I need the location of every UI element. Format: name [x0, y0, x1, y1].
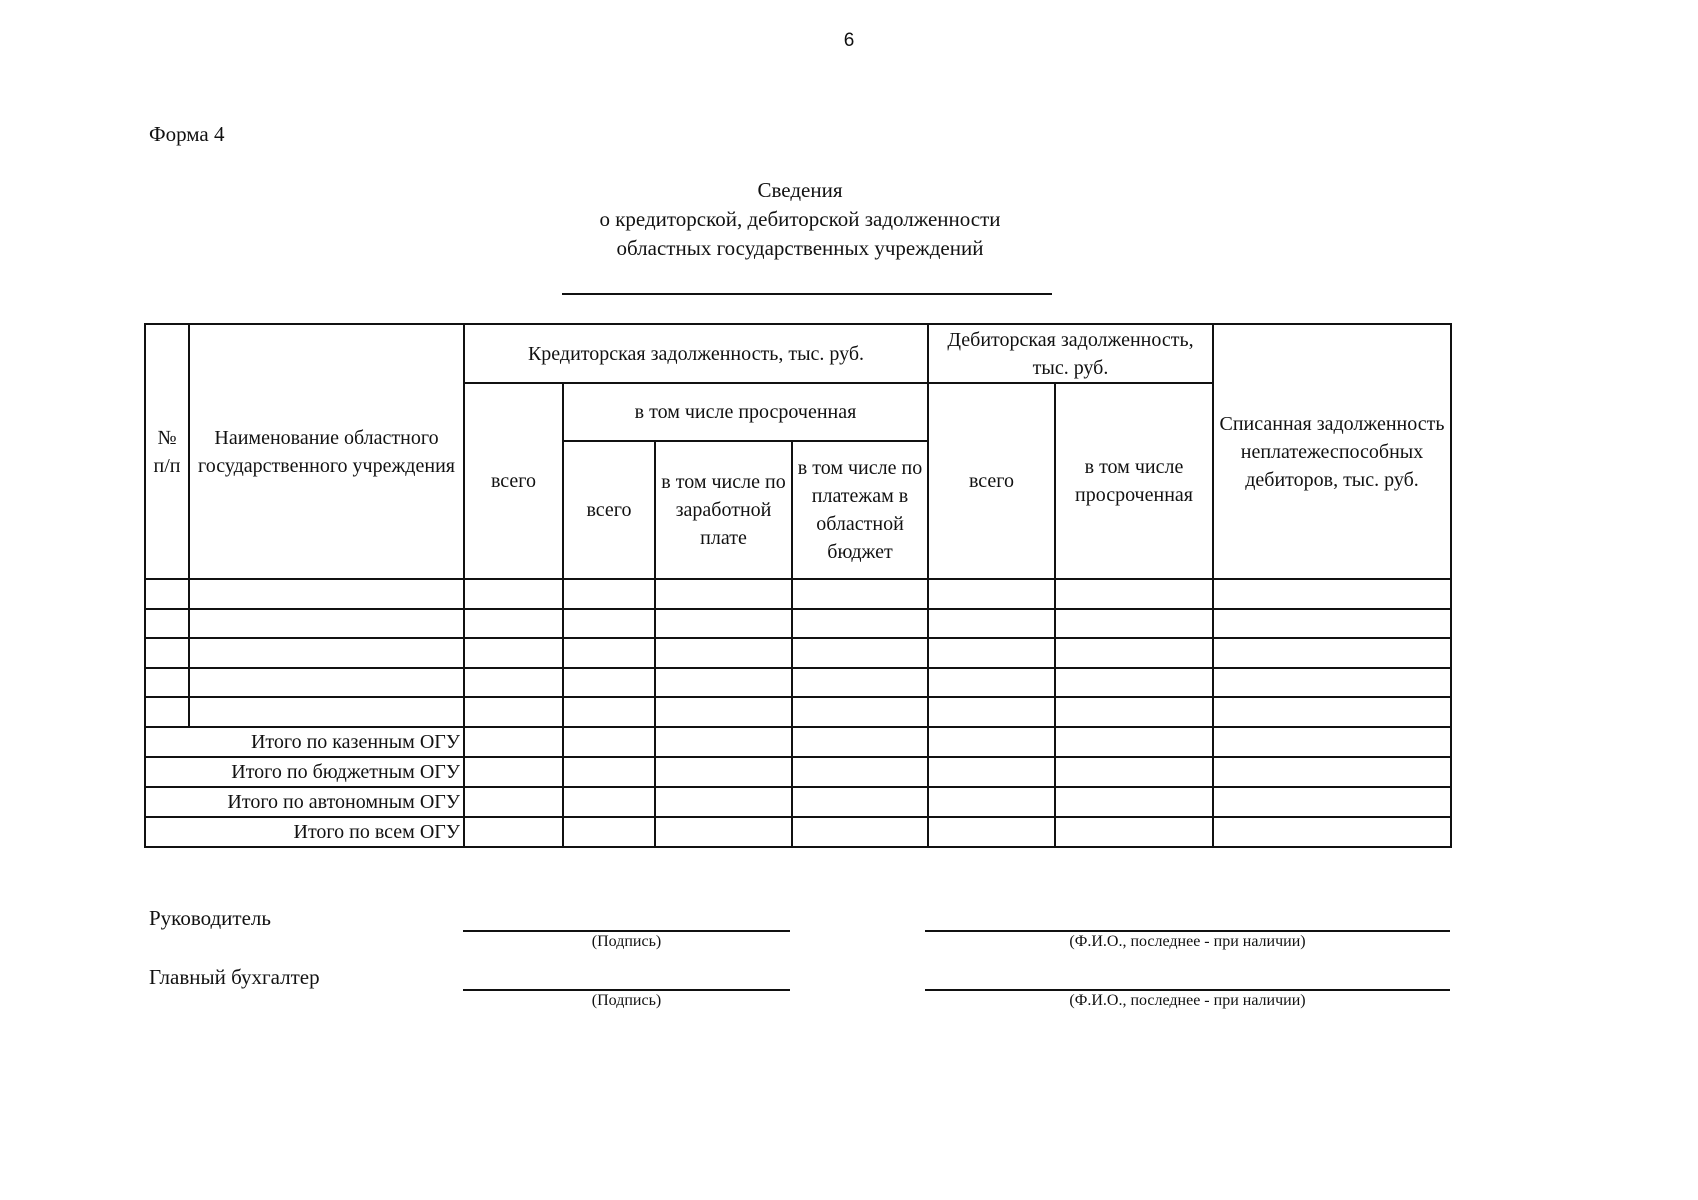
- title-line-2: о кредиторской, дебиторской задолженности: [599, 207, 1001, 231]
- table-cell[interactable]: [563, 757, 655, 787]
- table-cell[interactable]: [189, 579, 464, 609]
- table-cell[interactable]: [563, 609, 655, 639]
- table-cell[interactable]: [928, 638, 1055, 668]
- table-cell[interactable]: [655, 579, 792, 609]
- header-num: № п/п: [145, 324, 189, 579]
- head-signature-caption: (Подпись): [591, 933, 662, 950]
- table-cell[interactable]: [563, 727, 655, 757]
- table-cell[interactable]: [655, 757, 792, 787]
- total-label-state: Итого по казенным ОГУ: [145, 727, 464, 757]
- header-debit-total: всего: [928, 383, 1055, 579]
- table-cell[interactable]: [928, 757, 1055, 787]
- table-cell[interactable]: [1055, 757, 1213, 787]
- table-cell[interactable]: [792, 757, 928, 787]
- table-cell[interactable]: [1055, 638, 1213, 668]
- table-cell[interactable]: [464, 609, 563, 639]
- table-cell[interactable]: [464, 579, 563, 609]
- header-credit-total: всего: [464, 383, 563, 579]
- document-title: [0, 176, 1600, 263]
- total-row-state: [145, 727, 1451, 757]
- table-cell[interactable]: [563, 638, 655, 668]
- table-cell[interactable]: [464, 787, 563, 817]
- header-credit-overdue-total: всего: [563, 441, 655, 579]
- title-line-3: областных государственных учреждений: [616, 236, 984, 260]
- table-cell[interactable]: [563, 668, 655, 698]
- total-row-budget: [145, 757, 1451, 787]
- table-cell[interactable]: [928, 727, 1055, 757]
- table-cell[interactable]: [464, 817, 563, 847]
- table-row: [145, 579, 1451, 609]
- header-written-off: Списанная задолженность неплатежеспособных дебиторов, тыс. руб.: [1213, 324, 1451, 579]
- table-cell[interactable]: [1213, 638, 1451, 668]
- table-cell[interactable]: [464, 697, 563, 727]
- table-cell[interactable]: [1213, 757, 1451, 787]
- table-cell[interactable]: [655, 638, 792, 668]
- table-cell[interactable]: [928, 787, 1055, 817]
- table-cell[interactable]: [145, 609, 189, 639]
- head-signature-line[interactable]: [463, 930, 790, 932]
- table-cell[interactable]: [1055, 787, 1213, 817]
- table-cell[interactable]: [655, 697, 792, 727]
- table-cell[interactable]: [464, 727, 563, 757]
- table-cell[interactable]: [464, 757, 563, 787]
- total-row-autonomous: [145, 787, 1451, 817]
- table-cell[interactable]: [1213, 817, 1451, 847]
- table-cell[interactable]: [1213, 668, 1451, 698]
- header-name: Наименование областного государственного учреждения: [189, 324, 464, 579]
- total-label-autonomous: Итого по автономным ОГУ: [145, 787, 464, 817]
- title-line-1: Сведения: [757, 178, 843, 202]
- total-row-all: [145, 817, 1451, 847]
- table-cell[interactable]: [928, 817, 1055, 847]
- table-cell[interactable]: [928, 579, 1055, 609]
- head-name-line[interactable]: [925, 930, 1450, 932]
- table-cell[interactable]: [928, 609, 1055, 639]
- table-row: [145, 638, 1451, 668]
- table-cell[interactable]: [1055, 817, 1213, 847]
- table-cell[interactable]: [655, 668, 792, 698]
- head-name-caption: (Ф.И.О., последнее - при наличии): [1069, 933, 1306, 950]
- header-credit-overdue-group: в том числе просроченная: [563, 383, 928, 441]
- table-cell[interactable]: [928, 697, 1055, 727]
- header-credit-overdue-salary: в том числе по заработной плате: [655, 441, 792, 579]
- table-cell[interactable]: [1055, 579, 1213, 609]
- table-cell[interactable]: [1055, 668, 1213, 698]
- accountant-signature-line[interactable]: [463, 989, 790, 991]
- table-cell[interactable]: [189, 609, 464, 639]
- table-cell[interactable]: [563, 787, 655, 817]
- table-cell[interactable]: [145, 697, 189, 727]
- table-cell[interactable]: [655, 787, 792, 817]
- table-cell[interactable]: [1213, 579, 1451, 609]
- table-cell[interactable]: [464, 668, 563, 698]
- table-row: [145, 697, 1451, 727]
- table-cell[interactable]: [655, 817, 792, 847]
- header-debit-overdue: в том числе просроченная: [1055, 383, 1213, 579]
- table-cell[interactable]: [563, 817, 655, 847]
- table-cell[interactable]: [792, 638, 928, 668]
- table-cell[interactable]: [189, 697, 464, 727]
- table-cell[interactable]: [1213, 787, 1451, 817]
- accountant-name-line[interactable]: [925, 989, 1450, 991]
- table-cell[interactable]: [1055, 609, 1213, 639]
- table-cell[interactable]: [145, 638, 189, 668]
- head-label: Руководитель: [149, 906, 271, 930]
- title-underline: [562, 293, 1052, 295]
- table-row: [145, 668, 1451, 698]
- header-credit-group: Кредиторская задолженность, тыс. руб.: [464, 324, 928, 383]
- accountant-name-caption: (Ф.И.О., последнее - при наличии): [1069, 992, 1306, 1009]
- table-cell[interactable]: [1213, 727, 1451, 757]
- table-cell[interactable]: [1055, 697, 1213, 727]
- header-debit-group: Дебиторская задолженность, тыс. руб.: [928, 324, 1213, 383]
- table-cell[interactable]: [1055, 727, 1213, 757]
- table-cell[interactable]: [1213, 609, 1451, 639]
- table-cell[interactable]: [792, 668, 928, 698]
- header-credit-overdue-budget: в том числе по платежам в областной бюджет: [792, 441, 928, 579]
- report-table: [144, 323, 1452, 848]
- accountant-label: Главный бухгалтер: [149, 965, 320, 989]
- table-row: [145, 609, 1451, 639]
- total-label-budget: Итого по бюджетным ОГУ: [145, 757, 464, 787]
- table-cell[interactable]: [928, 668, 1055, 698]
- total-label-all: Итого по всем ОГУ: [145, 817, 464, 847]
- table-cell[interactable]: [792, 579, 928, 609]
- table-cell[interactable]: [792, 727, 928, 757]
- table-cell[interactable]: [792, 697, 928, 727]
- table-cell[interactable]: [655, 609, 792, 639]
- table-cell[interactable]: [792, 817, 928, 847]
- table-cell[interactable]: [1213, 697, 1451, 727]
- form-label: Форма 4: [149, 122, 225, 146]
- table-cell[interactable]: [792, 787, 928, 817]
- table-cell[interactable]: [563, 697, 655, 727]
- table-cell[interactable]: [464, 638, 563, 668]
- accountant-signature-caption: (Подпись): [591, 992, 662, 1009]
- table-cell[interactable]: [189, 638, 464, 668]
- table-cell[interactable]: [655, 727, 792, 757]
- table-cell[interactable]: [563, 579, 655, 609]
- page-number: 6: [843, 30, 855, 51]
- table-cell[interactable]: [145, 579, 189, 609]
- table-cell[interactable]: [145, 668, 189, 698]
- table-cell[interactable]: [189, 668, 464, 698]
- table-cell[interactable]: [792, 609, 928, 639]
